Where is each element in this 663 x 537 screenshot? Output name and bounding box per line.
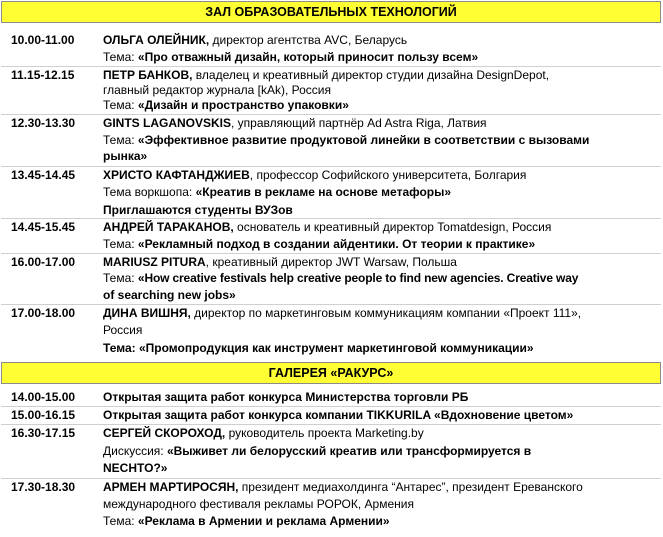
topic-label: Тема: xyxy=(103,514,138,528)
row-divider xyxy=(1,478,661,479)
speaker-line xyxy=(103,426,424,441)
row-divider xyxy=(1,114,661,115)
topic-title: of searching new jobs» xyxy=(103,288,236,302)
row-divider xyxy=(1,166,661,167)
topic-line-cont xyxy=(103,461,167,476)
row-divider xyxy=(1,253,661,254)
topic-title: рынка» xyxy=(103,149,148,163)
speaker-role: владелец и креативный директор студии дизайна DesignDepot, xyxy=(192,68,550,82)
speaker-role-cont xyxy=(103,323,142,338)
topic-title: «Выживет ли белорусский креатив или трансформируется в xyxy=(166,444,532,458)
topic-label: Тема: xyxy=(103,271,138,285)
row-divider xyxy=(1,304,661,305)
event-title: Открытая защита работ конкурса Министерства торговли РБ xyxy=(103,390,469,404)
speaker-role: руководитель проекта Marketing.by xyxy=(225,426,424,440)
row-divider xyxy=(1,66,661,67)
section-header-gallery-rakurs: ГАЛЕРЕЯ «РАКУРС» xyxy=(1,362,661,384)
topic-line xyxy=(103,133,589,148)
topic-label: Тема: xyxy=(103,98,138,112)
topic-title: «Про отважный дизайн, который приносит пользу всем» xyxy=(137,50,479,64)
speaker-role: главный редактор журнала [kAk), Россия xyxy=(103,83,332,97)
speaker-name: ПЕТР БАНКОВ, xyxy=(103,68,193,82)
speaker-line xyxy=(103,68,549,83)
session-time: 16.30-17.15 xyxy=(11,426,76,440)
topic-title: «Рекламный подход в создании айдентики. От теории к практике» xyxy=(137,237,536,251)
speaker-line xyxy=(103,220,551,235)
speaker-role: , профессор Софийского университета, Болгария xyxy=(249,168,527,182)
speaker-role: директор агентства AVC, Беларусь xyxy=(209,33,408,47)
speaker-role: , управляющий партнёр Ad Astra Riga, Латвия xyxy=(231,116,487,130)
section-header-education-hall: ЗАЛ ОБРАЗОВАТЕЛЬНЫХ ТЕХНОЛОГИЙ xyxy=(1,1,661,23)
topic-title: «How creative festivals help creative people to find new agencies. Creative way xyxy=(137,271,579,285)
session-time: 17.30-18.30 xyxy=(11,480,76,494)
topic-title: «Дизайн и пространство упаковки» xyxy=(137,98,349,112)
row-divider xyxy=(1,424,661,425)
event-title: Открытая защита работ конкурса компании TIKKURILA «Вдохновение цветом» xyxy=(103,408,574,422)
topic-label: Тема: xyxy=(103,133,138,147)
topic-line xyxy=(103,237,535,252)
speaker-role: Россия xyxy=(103,323,143,337)
session-time: 12.30-13.30 xyxy=(11,116,76,130)
topic-label: Тема воркшопа: xyxy=(103,185,196,199)
topic-label: Дискуссия: xyxy=(103,444,167,458)
speaker-name: АНДРЕЙ ТАРАКАНОВ, xyxy=(103,220,234,234)
topic-line-cont xyxy=(103,149,147,164)
speaker-role: президент медиахолдинга “Антарес”, президент Ереванского xyxy=(238,480,583,494)
topic-label: Тема: xyxy=(103,237,138,251)
speaker-role: директор по маркетинговым коммуникациям компании «Проект 111», xyxy=(190,306,582,320)
topic-title: «Реклама в Армении и реклама Армении» xyxy=(137,514,390,528)
topic-title: Тема: «Промопродукция как инструмент маркетинговой коммуникации» xyxy=(103,341,534,355)
speaker-line xyxy=(103,116,487,131)
topic-title: «Креатив в рекламе на основе метафоры» xyxy=(195,185,452,199)
session-time: 10.00-11.00 xyxy=(11,33,75,47)
speaker-line xyxy=(103,255,457,270)
speaker-name: GINTS LAGANOVSKIS xyxy=(103,116,232,130)
speaker-role-cont xyxy=(103,83,331,98)
topic-line xyxy=(103,185,451,200)
speaker-line xyxy=(103,33,407,48)
speaker-name: ХРИСТО КАФТАНДЖИЕВ xyxy=(103,168,250,182)
topic-title: NECHTO?» xyxy=(103,461,168,475)
speaker-name: ДИНА ВИШНЯ, xyxy=(103,306,191,320)
topic-line xyxy=(103,98,349,113)
topic-line xyxy=(103,514,390,529)
event-line xyxy=(103,408,573,423)
topic-line xyxy=(103,50,478,65)
session-time: 17.00-18.00 xyxy=(11,306,76,320)
speaker-role: международного фестиваля рекламы РОРОК, Армения xyxy=(103,497,414,511)
speaker-line xyxy=(103,480,583,495)
speaker-line xyxy=(103,306,581,321)
session-time: 14.00-15.00 xyxy=(11,390,76,404)
speaker-role: , креативный директор JWT Warsaw, Польша xyxy=(205,255,457,269)
speaker-name: ОЛЬГА ОЛЕЙНИК, xyxy=(103,33,210,47)
speaker-name: АРМЕН МАРТИРОСЯН, xyxy=(103,480,239,494)
topic-label: Тема: xyxy=(103,50,138,64)
invitation-text: Приглашаются студенты ВУЗов xyxy=(103,203,293,217)
row-divider xyxy=(1,406,661,407)
speaker-line xyxy=(103,168,526,183)
topic-line xyxy=(103,444,531,459)
topic-title: «Эффективное развитие продуктовой линейки в соответствии с вызовами xyxy=(137,133,590,147)
session-time: 15.00-16.15 xyxy=(11,408,76,422)
speaker-role-cont xyxy=(103,497,414,512)
event-line xyxy=(103,390,468,405)
session-time: 13.45-14.45 xyxy=(11,168,76,182)
session-time: 16.00-17.00 xyxy=(11,255,76,269)
row-divider xyxy=(1,218,661,219)
topic-line xyxy=(103,341,534,356)
session-time: 14.45-15.45 xyxy=(11,220,76,234)
speaker-role: основатель и креативный директор Tomatdesign, Россия xyxy=(233,220,552,234)
invitation-note xyxy=(103,203,293,218)
topic-line-cont xyxy=(103,288,236,303)
speaker-name: СЕРГЕЙ СКОРОХОД, xyxy=(103,426,226,440)
session-time: 11.15-12.15 xyxy=(11,68,75,82)
speaker-name: MARIUSZ PITURA xyxy=(103,255,206,269)
topic-line xyxy=(103,271,578,286)
